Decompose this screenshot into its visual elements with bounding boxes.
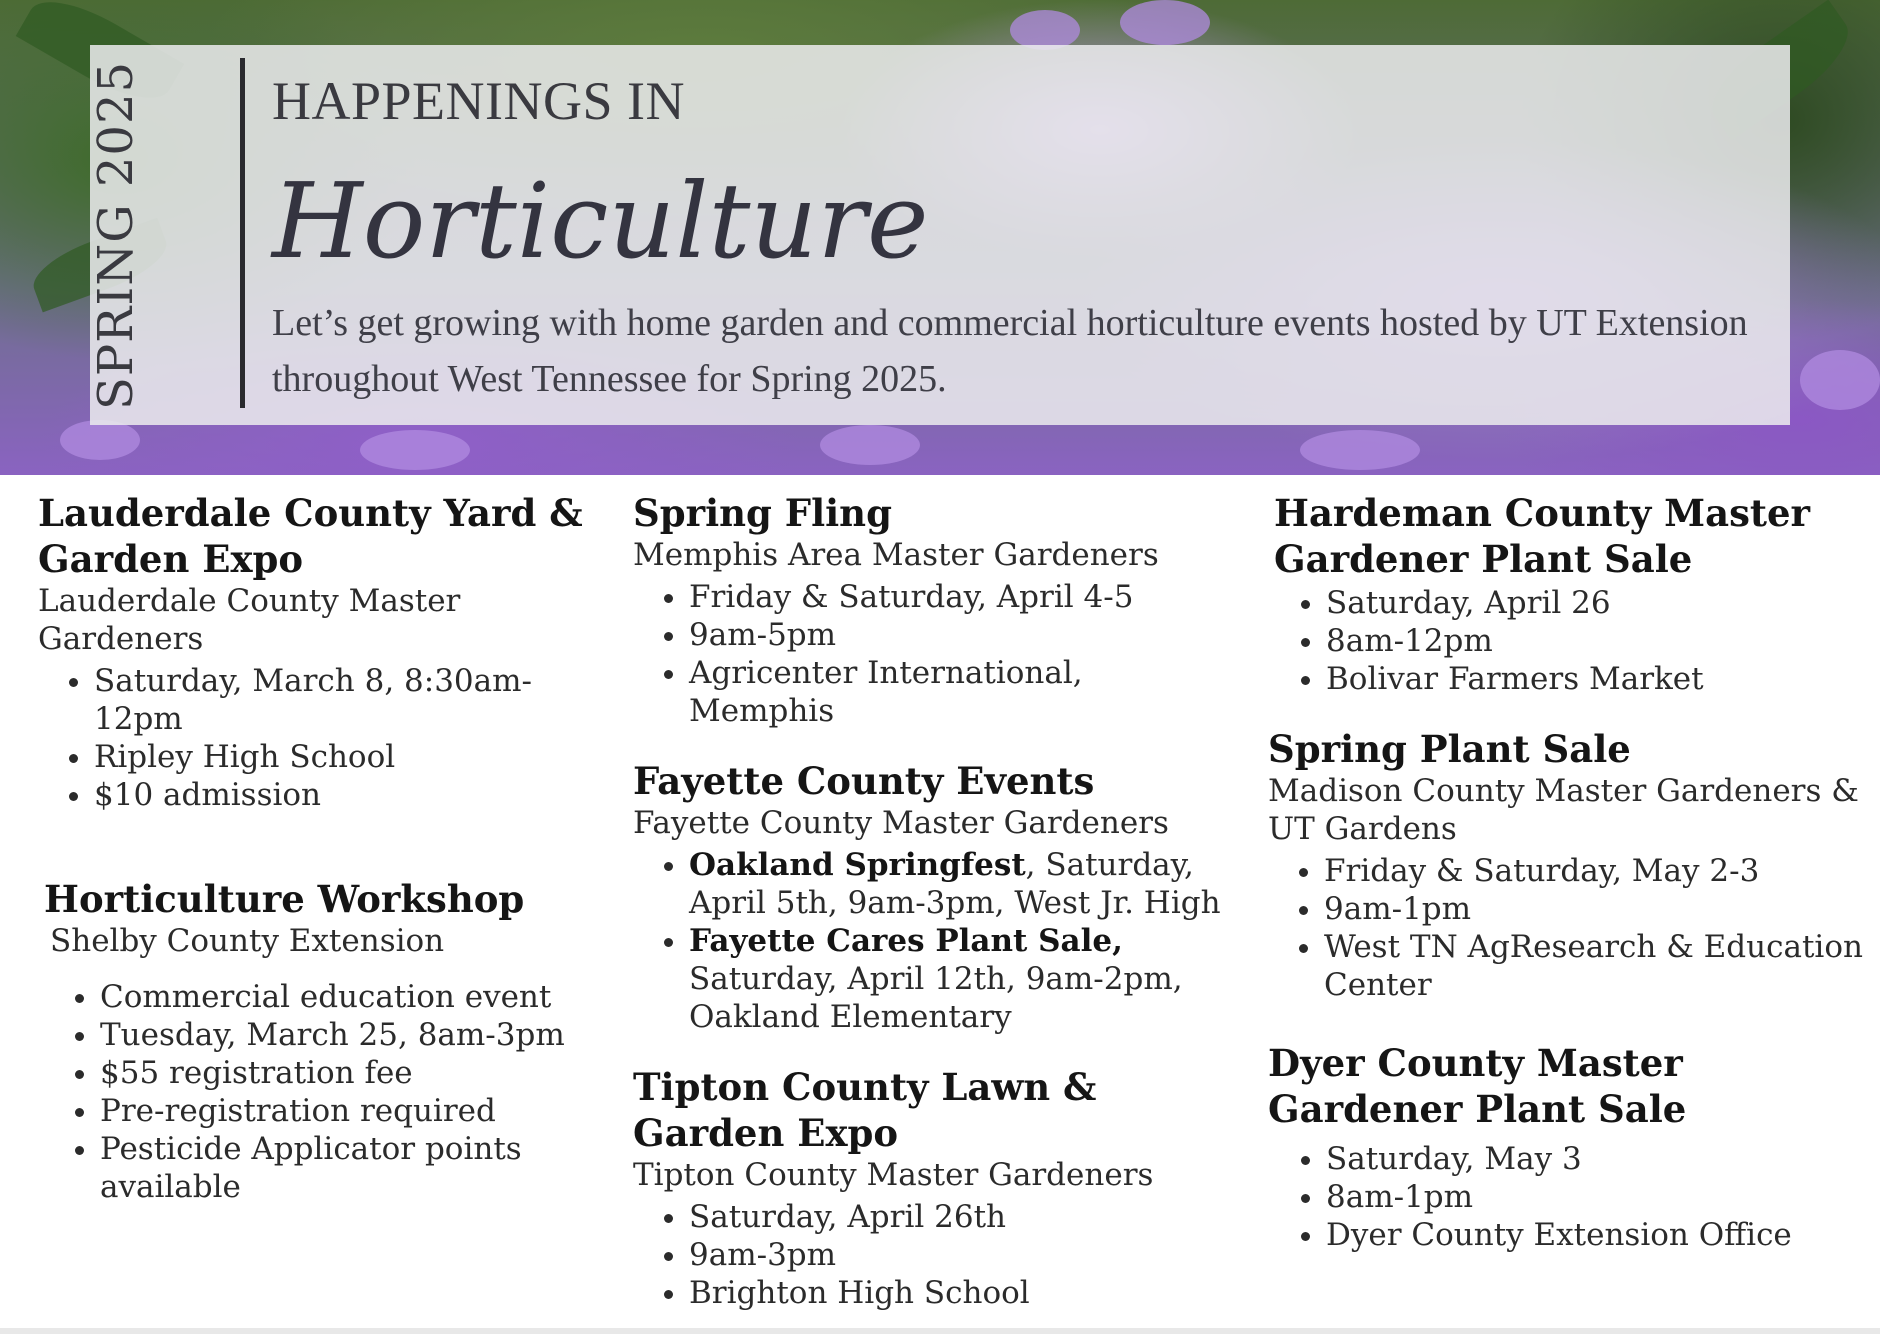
event-detail-item: • $10 admission <box>94 776 618 814</box>
event-detail-item: • Pre-registration required <box>100 1092 618 1130</box>
event-spring-fling <box>633 490 1233 730</box>
event-detail-item: • Saturday, April 26th <box>689 1198 1233 1236</box>
event-highlight: Fayette Cares Plant Sale, <box>689 923 1123 959</box>
events-column-1 <box>38 490 618 1234</box>
flower-decoration <box>1010 10 1080 50</box>
event-detail-item: • Friday & Saturday, April 4-5 <box>689 578 1233 616</box>
event-title: Spring Plant Sale <box>1268 727 1631 771</box>
flower-decoration <box>1300 430 1420 470</box>
event-details <box>633 578 1233 730</box>
event-title: Spring Fling <box>633 491 892 535</box>
event-spring-plant-sale <box>1268 726 1868 1004</box>
event-dyer-plant-sale <box>1268 1040 1868 1254</box>
event-tipton-expo <box>633 1064 1233 1312</box>
page-title: Horticulture <box>272 160 929 282</box>
event-lauderdale-expo <box>38 490 618 814</box>
event-detail-text: , Saturday, April 5th, 9am-3pm, West Jr. High <box>689 847 1221 921</box>
event-details <box>38 978 618 1206</box>
event-detail-item <box>689 846 1233 922</box>
event-hardeman-plant-sale <box>1268 490 1868 698</box>
event-details <box>633 1198 1233 1312</box>
event-detail-item: • $55 registration fee <box>100 1054 618 1092</box>
event-details <box>1268 1140 1868 1254</box>
flower-decoration <box>1800 350 1880 410</box>
flower-decoration <box>820 425 920 465</box>
event-detail-item: • Commercial education event <box>100 978 618 1016</box>
event-organizer: Tipton County Master Gardeners <box>633 1157 1154 1193</box>
header-kicker: HAPPENINGS IN <box>272 71 686 131</box>
event-organizer: Shelby County Extension <box>50 923 445 959</box>
event-title: Hardeman County Master Gardener Plant Sale <box>1274 491 1811 581</box>
flower-decoration <box>60 420 140 460</box>
flower-decoration <box>1120 0 1210 45</box>
event-detail-item: • Tuesday, March 25, 8am-3pm <box>100 1016 618 1054</box>
event-title: Dyer County Master Gardener Plant Sale <box>1268 1041 1687 1131</box>
event-detail-item: • Pesticide Applicator points available <box>100 1130 618 1206</box>
event-horticulture-workshop <box>38 876 618 1206</box>
event-title: Tipton County Lawn & Garden Expo <box>633 1065 1097 1155</box>
event-detail-item: • 9am-1pm <box>1324 890 1868 928</box>
bottom-border <box>0 1328 1880 1334</box>
event-details <box>633 846 1233 1036</box>
event-details <box>38 662 618 814</box>
event-detail-item: • Dyer County Extension Office <box>1326 1216 1868 1254</box>
event-fayette-county <box>633 758 1233 1036</box>
event-organizer: Fayette County Master Gardeners <box>633 805 1169 841</box>
event-detail-item: • Agricenter International, Memphis <box>689 654 1233 730</box>
flower-decoration <box>360 430 470 470</box>
event-organizer: Lauderdale County Master Gardeners <box>38 583 461 657</box>
event-detail-item: • 8am-12pm <box>1326 622 1868 660</box>
event-title: Lauderdale County Yard & Garden Expo <box>38 491 583 581</box>
event-title: Horticulture Workshop <box>44 877 525 921</box>
event-details <box>1268 584 1868 698</box>
event-detail-item: • Friday & Saturday, May 2-3 <box>1324 852 1868 890</box>
event-detail-text: Saturday, April 12th, 9am-2pm, Oakland Elementary <box>689 961 1183 1035</box>
event-detail-item: • Saturday, May 3 <box>1326 1140 1868 1178</box>
event-detail-item: • Bolivar Farmers Market <box>1326 660 1868 698</box>
event-organizer: Madison County Master Gardeners & UT Gardens <box>1268 773 1859 847</box>
intro-text: Let’s get growing with home garden and commercial horticulture events hosted by UT Extension throughout West Tennessee for Spring 2025. <box>272 302 1748 400</box>
event-details <box>1268 852 1868 1004</box>
event-organizer: Memphis Area Master Gardeners <box>633 537 1159 573</box>
events-column-2 <box>633 490 1233 1340</box>
event-detail-item <box>689 922 1233 1036</box>
hero-photo <box>0 0 1880 475</box>
event-detail-item: • 8am-1pm <box>1326 1178 1868 1216</box>
events-column-3 <box>1268 490 1868 1282</box>
event-detail-item: • 9am-3pm <box>689 1236 1233 1274</box>
event-detail-item: • Saturday, March 8, 8:30am-12pm <box>94 662 618 738</box>
event-detail-item: • West TN AgResearch & Education Center <box>1324 928 1868 1004</box>
header-divider <box>240 58 245 408</box>
season-label: SPRING 2025 <box>88 60 144 410</box>
event-detail-item: • Ripley High School <box>94 738 618 776</box>
event-title: Fayette County Events <box>633 759 1095 803</box>
event-detail-item: • 9am-5pm <box>689 616 1233 654</box>
event-highlight: Oakland Springfest <box>689 847 1026 883</box>
event-detail-item: • Brighton High School <box>689 1274 1233 1312</box>
event-detail-item: • Saturday, April 26 <box>1326 584 1868 622</box>
